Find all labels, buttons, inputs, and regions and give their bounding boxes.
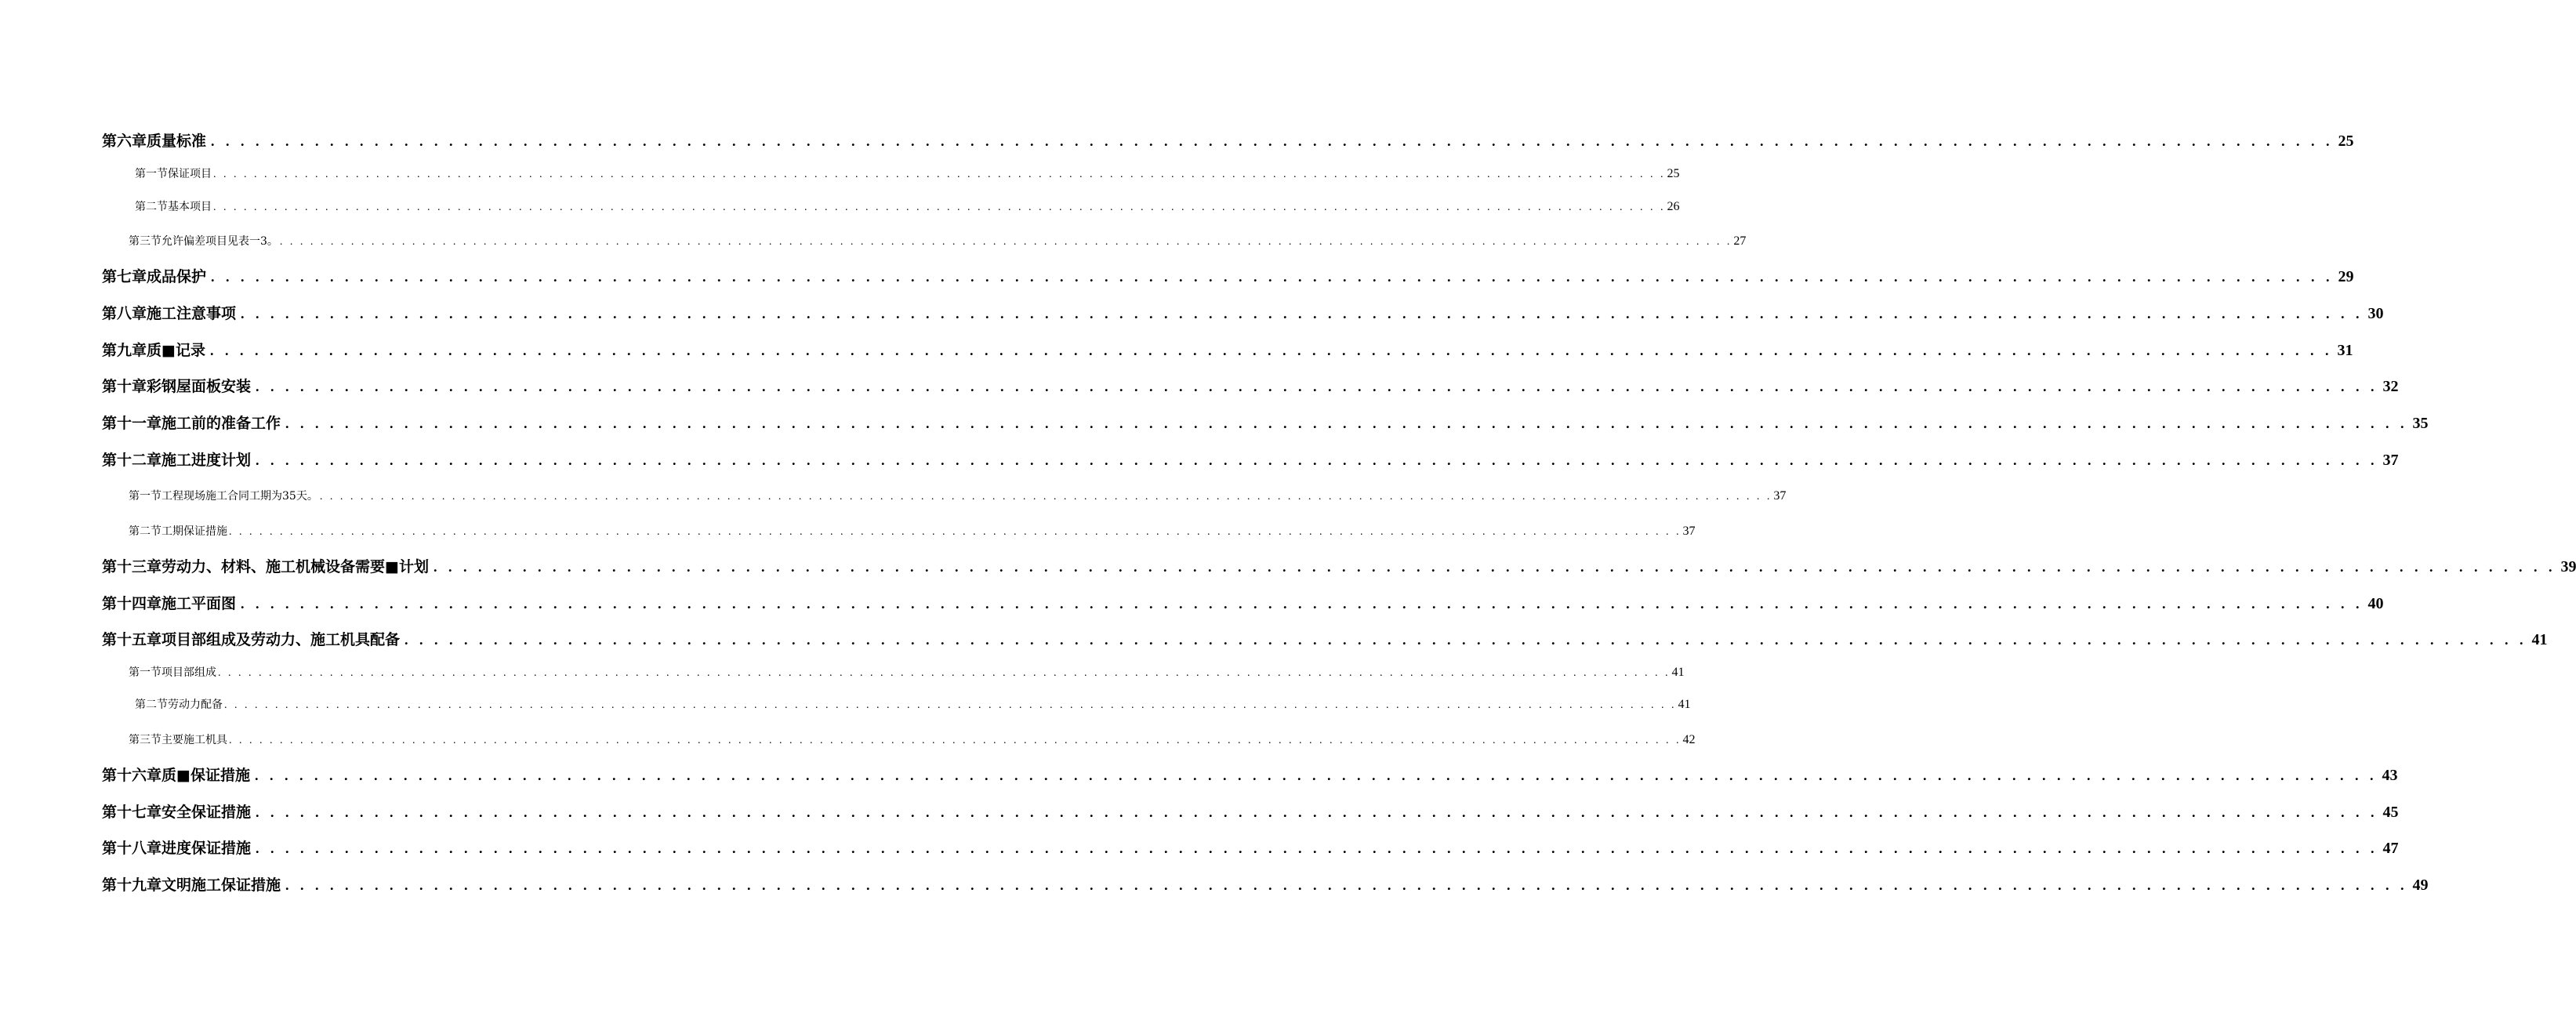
toc-page-number: 35 [2412,415,2429,432]
toc-section-15-3[interactable] [129,731,1696,750]
toc-entry-title: 第十二章施工进度计划 [102,452,252,469]
toc-entry-title: 第二节工期保证措施 [129,525,227,538]
toc-section-15-2[interactable] [135,696,1691,715]
toc-leader-dots: . . . . . . . . . . . . . . . . . . . . . . . . . . . . . . . . . . . . . . . . . . . . . . . . . . . . . . . . . . . . . . . . . . . . . . . . . . . . . . . . . . . . . . . . . . . . . . . . . . . . . . . . . . . . . . . . . . . . . . . . . . . . . . . . . . . . . . . . . . . . . . . [213,201,1666,213]
toc-chapter-15[interactable] [102,628,2548,652]
toc-section-15-1[interactable] [129,664,1685,683]
toc-chapter-19[interactable] [102,873,2429,897]
toc-entry-title: 第九章质■记录 [102,342,205,359]
toc-page-number: 29 [2338,268,2354,285]
toc-chapter-8[interactable] [102,302,2384,325]
toc-leader-dots: . . . . . . . . . . . . . . . . . . . . . . . . . . . . . . . . . . . . . . . . . . . . . . . . . . . . . . . . . . . . . . . . . . . . . . . . . . . . . . . . . . . . . . . . . . . . . . . . . . . . . . . . . . . . . . . . . . . . . . . . . . . . . . . . . . . . . . . . . . . . . . . [319,491,1772,503]
toc-page-number: 31 [2337,342,2353,359]
toc-chapter-13[interactable] [102,555,2576,579]
toc-entry-title: 第十章彩钢屋面板安装 [102,378,252,395]
toc-page-number: 37 [1773,489,1787,503]
toc-chapter-16[interactable] [102,764,2398,787]
toc-entry-title: 第一节保证项目 [135,168,212,180]
toc-entry-title: 第三节允许偏差项目见表一3。 [129,235,278,248]
toc-leader-dots: . . . . . . . . . . . . . . . . . . . . . . . . . . . . . . . . . . . . . . . . . . . . . . . . . . . . . . . . . . . . . . . . . . . . . . . . . . . . . . . . . . . . . . . . . . . . . . . . . . . . . . . . . . . . . . . . . . . . . . . . . . . . . . . . . . . . . . . . . . . . . . . [405,632,2527,648]
toc-page-number: 47 [2382,840,2399,857]
toc-page-number: 32 [2382,378,2399,395]
toc-leader-dots: . . . . . . . . . . . . . . . . . . . . . . . . . . . . . . . . . . . . . . . . . . . . . . . . . . . . . . . . . . . . . . . . . . . . . . . . . . . . . . . . . . . . . . . . . . . . . . . . . . . . . . . . . . . . . . . . . . . . . . . . . . . . . . . . . . . . . . . . . . . . . . . [433,559,2556,575]
toc-leader-dots: . . . . . . . . . . . . . . . . . . . . . . . . . . . . . . . . . . . . . . . . . . . . . . . . . . . . . . . . . . . . . . . . . . . . . . . . . . . . . . . . . . . . . . . . . . . . . . . . . . . . . . . . . . . . . . . . . . . . . . . . . . . . . . . . . . . . . . . . . . . . . . . [279,236,1732,248]
toc-page-number: 41 [1671,666,1685,679]
toc-leader-dots: . . . . . . . . . . . . . . . . . . . . . . . . . . . . . . . . . . . . . . . . . . . . . . . . . . . . . . . . . . . . . . . . . . . . . . . . . . . . . . . . . . . . . . . . . . . . . . . . . . . . . . . . . . . . . . . . . . . . . . . . . . . . . . . . . . . . . . . . . . . . . . . [211,133,2334,149]
toc-leader-dots: . . . . . . . . . . . . . . . . . . . . . . . . . . . . . . . . . . . . . . . . . . . . . . . . . . . . . . . . . . . . . . . . . . . . . . . . . . . . . . . . . . . . . . . . . . . . . . . . . . . . . . . . . . . . . . . . . . . . . . . . . . . . . . . . . . . . . . . . . . . . . . . [224,699,1677,711]
toc-section-6-1[interactable] [135,165,1680,184]
toc-leader-dots: . . . . . . . . . . . . . . . . . . . . . . . . . . . . . . . . . . . . . . . . . . . . . . . . . . . . . . . . . . . . . . . . . . . . . . . . . . . . . . . . . . . . . . . . . . . . . . . . . . . . . . . . . . . . . . . . . . . . . . . . . . . . . . . . . . . . . . . . . . . . . . . [229,735,1682,746]
toc-chapter-11[interactable] [102,412,2429,435]
toc-page-number: 43 [2382,767,2398,784]
toc-leader-dots: . . . . . . . . . . . . . . . . . . . . . . . . . . . . . . . . . . . . . . . . . . . . . . . . . . . . . . . . . . . . . . . . . . . . . . . . . . . . . . . . . . . . . . . . . . . . . . . . . . . . . . . . . . . . . . . . . . . . . . . . . . . . . . . . . . . . . . . . . . . . . . . [241,596,2364,612]
toc-entry-title: 第一节工程现场施工合同工期为35天。 [129,490,318,503]
toc-page-number: 26 [1667,200,1680,213]
toc-chapter-18[interactable] [102,837,2399,860]
toc-page-number: 30 [2367,305,2384,322]
toc-entry-title: 第十九章文明施工保证措施 [102,877,281,894]
toc-page-number: 37 [1682,525,1696,538]
toc-entry-title: 第一节项目部组成 [129,666,216,679]
toc-page-number: 41 [2531,631,2548,648]
toc-entry-title: 第六章质量标准 [102,132,207,150]
toc-chapter-7[interactable] [102,265,2354,289]
toc-entry-title: 第十一章施工前的准备工作 [102,415,281,432]
toc-leader-dots: . . . . . . . . . . . . . . . . . . . . . . . . . . . . . . . . . . . . . . . . . . . . . . . . . . . . . . . . . . . . . . . . . . . . . . . . . . . . . . . . . . . . . . . . . . . . . . . . . . . . . . . . . . . . . . . . . . . . . . . . . . . . . . . . . . . . . . . . . . . . . . . [211,269,2334,285]
toc-entry-title: 第八章施工注意事项 [102,305,237,322]
toc-section-12-2[interactable] [129,523,1696,542]
toc-chapter-10[interactable] [102,375,2399,398]
toc-entry-title: 第二节劳动力配备 [135,699,223,711]
toc-page-number: 42 [1682,733,1696,746]
toc-chapter-17[interactable] [102,800,2399,824]
toc-page-number: 37 [2382,452,2399,469]
toc-page-number: 45 [2382,804,2399,821]
toc-entry-title: 第十五章项目部组成及劳动力、施工机具配备 [102,631,401,648]
toc-page-number: 49 [2412,877,2429,894]
toc-page-number: 39 [2560,558,2576,575]
toc-page-number: 41 [1678,698,1691,711]
toc-leader-dots: . . . . . . . . . . . . . . . . . . . . . . . . . . . . . . . . . . . . . . . . . . . . . . . . . . . . . . . . . . . . . . . . . . . . . . . . . . . . . . . . . . . . . . . . . . . . . . . . . . . . . . . . . . . . . . . . . . . . . . . . . . . . . . . . . . . . . . . . . . . . . . . [256,452,2378,468]
toc-page-number: 27 [1733,234,1747,248]
toc-leader-dots: . . . . . . . . . . . . . . . . . . . . . . . . . . . . . . . . . . . . . . . . . . . . . . . . . . . . . . . . . . . . . . . . . . . . . . . . . . . . . . . . . . . . . . . . . . . . . . . . . . . . . . . . . . . . . . . . . . . . . . . . . . . . . . . . . . . . . . . . . . . . . . . [218,667,1671,679]
toc-leader-dots: . . . . . . . . . . . . . . . . . . . . . . . . . . . . . . . . . . . . . . . . . . . . . . . . . . . . . . . . . . . . . . . . . . . . . . . . . . . . . . . . . . . . . . . . . . . . . . . . . . . . . . . . . . . . . . . . . . . . . . . . . . . . . . . . . . . . . . . . . . . . . . . [256,840,2378,856]
toc-chapter-14[interactable] [102,592,2384,615]
toc-chapter-6[interactable] [102,129,2354,153]
toc-entry-title: 第十六章质■保证措施 [102,767,250,784]
toc-page-number: 25 [2338,132,2354,150]
toc-entry-title: 第二节基本项目 [135,201,212,213]
toc-entry-title: 第三节主要施工机具 [129,734,227,746]
toc-chapter-9[interactable] [102,339,2353,362]
toc-chapter-12[interactable] [102,448,2399,472]
toc-page-number: 25 [1667,167,1680,180]
toc-leader-dots: . . . . . . . . . . . . . . . . . . . . . . . . . . . . . . . . . . . . . . . . . . . . . . . . . . . . . . . . . . . . . . . . . . . . . . . . . . . . . . . . . . . . . . . . . . . . . . . . . . . . . . . . . . . . . . . . . . . . . . . . . . . . . . . . . . . . . . . . . . . . . . . [256,379,2378,394]
toc-leader-dots: . . . . . . . . . . . . . . . . . . . . . . . . . . . . . . . . . . . . . . . . . . . . . . . . . . . . . . . . . . . . . . . . . . . . . . . . . . . . . . . . . . . . . . . . . . . . . . . . . . . . . . . . . . . . . . . . . . . . . . . . . . . . . . . . . . . . . . . . . . . . . . . [285,877,2408,893]
toc-section-6-3[interactable] [129,233,1747,252]
toc-leader-dots: . . . . . . . . . . . . . . . . . . . . . . . . . . . . . . . . . . . . . . . . . . . . . . . . . . . . . . . . . . . . . . . . . . . . . . . . . . . . . . . . . . . . . . . . . . . . . . . . . . . . . . . . . . . . . . . . . . . . . . . . . . . . . . . . . . . . . . . . . . . . . . . [256,804,2378,820]
toc-section-12-1[interactable] [129,488,1787,506]
toc-entry-title: 第十四章施工平面图 [102,595,237,612]
toc-leader-dots: . . . . . . . . . . . . . . . . . . . . . . . . . . . . . . . . . . . . . . . . . . . . . . . . . . . . . . . . . . . . . . . . . . . . . . . . . . . . . . . . . . . . . . . . . . . . . . . . . . . . . . . . . . . . . . . . . . . . . . . . . . . . . . . . . . . . . . . . . . . . . . . [209,343,2333,358]
toc-entry-title: 第十三章劳动力、材料、施工机械设备需要■计划 [102,558,429,575]
toc-page-number: 40 [2367,595,2384,612]
toc-section-6-2[interactable] [135,198,1680,217]
toc-leader-dots: . . . . . . . . . . . . . . . . . . . . . . . . . . . . . . . . . . . . . . . . . . . . . . . . . . . . . . . . . . . . . . . . . . . . . . . . . . . . . . . . . . . . . . . . . . . . . . . . . . . . . . . . . . . . . . . . . . . . . . . . . . . . . . . . . . . . . . . . . . . . . . . [229,526,1682,538]
toc-leader-dots: . . . . . . . . . . . . . . . . . . . . . . . . . . . . . . . . . . . . . . . . . . . . . . . . . . . . . . . . . . . . . . . . . . . . . . . . . . . . . . . . . . . . . . . . . . . . . . . . . . . . . . . . . . . . . . . . . . . . . . . . . . . . . . . . . . . . . . . . . . . . . . . [285,416,2408,431]
toc-entry-title: 第十八章进度保证措施 [102,840,252,857]
toc-leader-dots: . . . . . . . . . . . . . . . . . . . . . . . . . . . . . . . . . . . . . . . . . . . . . . . . . . . . . . . . . . . . . . . . . . . . . . . . . . . . . . . . . . . . . . . . . . . . . . . . . . . . . . . . . . . . . . . . . . . . . . . . . . . . . . . . . . . . . . . . . . . . . . . [241,306,2364,321]
toc-leader-dots: . . . . . . . . . . . . . . . . . . . . . . . . . . . . . . . . . . . . . . . . . . . . . . . . . . . . . . . . . . . . . . . . . . . . . . . . . . . . . . . . . . . . . . . . . . . . . . . . . . . . . . . . . . . . . . . . . . . . . . . . . . . . . . . . . . . . . . . . . . . . . . . [254,768,2378,783]
toc-leader-dots: . . . . . . . . . . . . . . . . . . . . . . . . . . . . . . . . . . . . . . . . . . . . . . . . . . . . . . . . . . . . . . . . . . . . . . . . . . . . . . . . . . . . . . . . . . . . . . . . . . . . . . . . . . . . . . . . . . . . . . . . . . . . . . . . . . . . . . . . . . . . . . . [213,169,1666,180]
toc-entry-title: 第七章成品保护 [102,268,207,285]
toc-entry-title: 第十七章安全保证措施 [102,804,252,821]
